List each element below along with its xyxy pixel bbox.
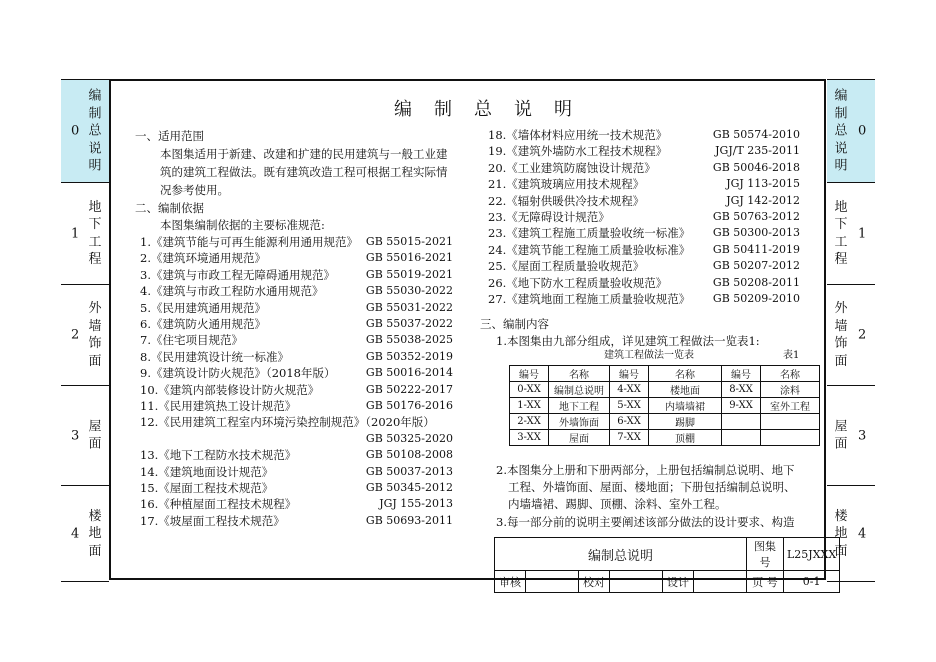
reference-code: GB 55016-2021	[365, 251, 453, 265]
tab-label: 编制总说明	[834, 88, 848, 174]
reference-code: GB 50325-2020	[365, 431, 453, 445]
tab-number: 2	[71, 327, 80, 343]
tab-number: 1	[71, 226, 80, 241]
reference-code: GB 50345-2012	[365, 481, 453, 494]
cell: 室外工程	[761, 398, 820, 414]
reference-title: 11.《民用建筑热工设计规范》	[140, 399, 297, 413]
reference-title: 19.《建筑外墙防水工程技术规程》	[488, 144, 668, 159]
atlas-number: L25JXXX	[784, 538, 840, 571]
cell: 编制总说明	[549, 382, 610, 398]
reference-title: 5.《民用建筑通用规范》	[140, 300, 266, 315]
check-label: 校对	[579, 571, 610, 593]
paragraph: 本图集编制依据的主要标准规范:	[160, 218, 325, 232]
reference-title: 15.《屋面工程技术规范》	[140, 481, 274, 495]
tab-label: 屋面	[834, 419, 848, 452]
cell: 楼地面	[649, 382, 722, 398]
table-row	[510, 382, 820, 398]
tab-1[interactable]	[61, 182, 109, 284]
cell: 3-XX	[510, 430, 549, 446]
tab-3[interactable]	[61, 385, 109, 485]
reference-code: GB 50693-2011	[365, 513, 453, 527]
method-table	[509, 365, 820, 446]
atlas-label: 图集号	[747, 538, 784, 571]
table-row	[510, 430, 820, 446]
tab-label: 地下工程	[88, 199, 102, 267]
header-cell: 编号	[510, 366, 549, 382]
reference-code: GB 50763-2012	[712, 210, 800, 223]
table-row	[510, 414, 820, 430]
cell: 8-XX	[722, 382, 761, 398]
reference-code: GB 50574-2010	[712, 128, 800, 141]
reference-code: JGJ 142-2012	[726, 193, 800, 207]
tab-label: 楼地面	[834, 508, 848, 559]
tab-2[interactable]	[827, 284, 875, 385]
reference-title: 6.《建筑防火通用规范》	[140, 317, 266, 331]
reference-code: GB 50300-2013	[712, 226, 800, 240]
reference-code: GB 55015-2021	[365, 235, 453, 248]
cell: 涂料	[761, 382, 820, 398]
table-tag: 表1	[783, 350, 800, 361]
reference-code: GB 50411-2019	[712, 242, 800, 256]
cell	[761, 430, 820, 446]
cell	[722, 414, 761, 430]
tab-number: 0	[71, 123, 80, 139]
paragraph: 1.本图集由九部分组成，详见建筑工程做法一览表1:	[496, 334, 760, 348]
tab-label: 外墙饰面	[88, 301, 102, 369]
tab-2[interactable]	[61, 284, 109, 385]
design-label: 设计	[663, 571, 694, 593]
tab-label: 外墙饰面	[834, 301, 848, 369]
cell: 1-XX	[510, 398, 549, 414]
tab-number: 4	[858, 526, 867, 541]
reference-code: GB 55030-2022	[365, 284, 453, 298]
tab-3[interactable]	[827, 385, 875, 485]
cell: 屋面	[549, 430, 610, 446]
left-section-tabs	[61, 79, 109, 582]
cell: 内墙墙裙	[649, 398, 722, 414]
reference-title: 17.《坡屋面工程技术规范》	[140, 513, 285, 528]
paragraph: 内墙墙裙、踢脚、顶棚、涂料、室外工程。	[508, 497, 727, 511]
header-cell: 名称	[649, 366, 722, 382]
page-number: 0-1	[784, 571, 840, 593]
reference-code: GB 55038-2025	[365, 333, 453, 347]
cell: 2-XX	[510, 414, 549, 430]
tab-number: 0	[858, 123, 867, 139]
table-caption: 建筑工程做法一览表	[604, 350, 694, 361]
reference-code: GB 50208-2011	[712, 275, 800, 289]
tab-number: 3	[71, 428, 80, 443]
reference-title: 27.《建筑地面工程施工质量验收规范》	[488, 292, 691, 306]
reference-title: 10.《建筑内部装修设计防火规范》	[140, 382, 320, 397]
tab-4[interactable]	[61, 485, 109, 582]
reference-title: 1.《建筑节能与可再生能源利用通用规范》	[140, 235, 358, 249]
paragraph: 筑的建筑工程做法。既有建筑改造工程可根据工程实际情	[160, 165, 448, 179]
page-label: 页 号	[747, 571, 784, 593]
reference-code: GB 50176-2016	[365, 399, 453, 412]
cell	[722, 430, 761, 446]
cell: 顶棚	[649, 430, 722, 446]
reference-title: 16.《种植屋面工程技术规程》	[140, 497, 297, 512]
reference-code: GB 50207-2012	[712, 259, 800, 273]
header-cell: 名称	[761, 366, 820, 382]
page-title: 编制总说明	[394, 99, 594, 120]
tab-number: 2	[858, 327, 867, 343]
reference-title: 3.《建筑与市政工程无障碍通用规范》	[140, 267, 335, 282]
tab-number: 4	[71, 526, 80, 541]
reference-code: GB 55037-2022	[365, 317, 453, 330]
reference-title: 22.《辐射供暖供冷技术规程》	[488, 193, 645, 208]
header-cell: 编号	[722, 366, 761, 382]
reference-title: 21.《建筑玻璃应用技术规程》	[488, 177, 645, 192]
reference-title: 8.《民用建筑设计统一标准》	[140, 349, 289, 364]
reference-title: 23.《无障碍设计规范》	[488, 210, 610, 224]
paragraph: 况参考使用。	[160, 183, 229, 197]
paragraph: 3.每一部分前的说明主要阐述该部分做法的设计要求、构造	[496, 515, 795, 529]
cell: 7-XX	[610, 430, 649, 446]
reference-code: GB 55019-2021	[365, 267, 453, 281]
table-row	[510, 398, 820, 414]
header-cell: 编号	[610, 366, 649, 382]
paragraph: 本图集适用于新建、改建和扩建的民用建筑与一般工业建	[160, 147, 448, 161]
cell: 地下工程	[549, 398, 610, 414]
reference-title: 24.《建筑节能工程施工质量验收标准》	[488, 242, 691, 257]
table-header-row	[510, 366, 820, 382]
reference-title: 9.《建筑设计防火规范》（2018年版）	[140, 366, 336, 381]
cell: 4-XX	[610, 382, 649, 398]
reference-title: 23.《建筑工程施工质量验收统一标准》	[488, 226, 691, 241]
tab-label: 屋面	[88, 419, 102, 452]
cell: 6-XX	[610, 414, 649, 430]
reference-code: JGJ 155-2013	[379, 497, 453, 511]
cell: 9-XX	[722, 398, 761, 414]
reference-title: 18.《墙体材料应用统一技术规范》	[488, 128, 668, 142]
reference-code: GB 50222-2017	[365, 382, 453, 396]
section-heading: 三、编制内容	[480, 317, 549, 331]
tab-0[interactable]	[827, 79, 875, 182]
reference-code: GB 50037-2013	[365, 464, 453, 478]
title-block	[494, 537, 840, 593]
reference-code: JGJ/T 235-2011	[715, 144, 800, 158]
section-heading: 一、适用范围	[135, 129, 204, 143]
tab-label: 地下工程	[834, 199, 848, 267]
paragraph: 工程、外墙饰面、屋面、楼地面；下册包括编制总说明、	[508, 480, 796, 494]
cell: 5-XX	[610, 398, 649, 414]
reference-title: 2.《建筑环境通用规范》	[140, 251, 266, 266]
paragraph: 2.本图集分上册和下册两部分，上册包括编制总说明、地下	[496, 463, 795, 477]
check-signature	[610, 571, 663, 593]
review-label: 审核	[495, 571, 526, 593]
cell: 踢脚	[649, 414, 722, 430]
tab-number: 1	[858, 226, 867, 241]
reference-code: GB 50352-2019	[365, 349, 453, 363]
cell: 0-XX	[510, 382, 549, 398]
right-section-tabs	[827, 79, 875, 582]
section-heading: 二、编制依据	[135, 201, 204, 215]
reference-title: 13.《地下工程防水技术规范》	[140, 448, 297, 463]
cell: 外墙饰面	[549, 414, 610, 430]
reference-code: GB 50108-2008	[365, 448, 453, 462]
tab-label: 楼地面	[88, 508, 102, 559]
tab-0[interactable]	[61, 79, 109, 182]
reference-title: 14.《建筑地面设计规范》	[140, 464, 274, 479]
reference-title: 4.《建筑与市政工程防水通用规范》	[140, 284, 324, 299]
tab-label: 编制总说明	[88, 88, 102, 174]
reference-code: GB 50046-2018	[712, 160, 800, 174]
tab-number: 3	[858, 428, 867, 443]
design-signature	[694, 571, 747, 593]
header-cell: 名称	[549, 366, 610, 382]
reference-title: 7.《住宅项目规范》	[140, 333, 243, 348]
reference-title: 12.《民用建筑工程室内环境污染控制规范》（2020年版）	[140, 415, 435, 430]
reference-code: GB 50016-2014	[365, 366, 453, 380]
reference-code: GB 50209-2010	[712, 292, 800, 305]
reference-code: GB 55031-2022	[365, 300, 453, 314]
review-signature	[526, 571, 579, 593]
reference-title: 20.《工业建筑防腐蚀设计规范》	[488, 160, 656, 175]
tab-1[interactable]	[827, 182, 875, 284]
reference-title: 26.《地下防水工程质量验收规范》	[488, 275, 668, 290]
reference-code: JGJ 113-2015	[726, 177, 800, 191]
drawing-name: 编制总说明	[495, 538, 747, 571]
reference-title: 25.《屋面工程质量验收规范》	[488, 259, 645, 274]
cell	[761, 414, 820, 430]
